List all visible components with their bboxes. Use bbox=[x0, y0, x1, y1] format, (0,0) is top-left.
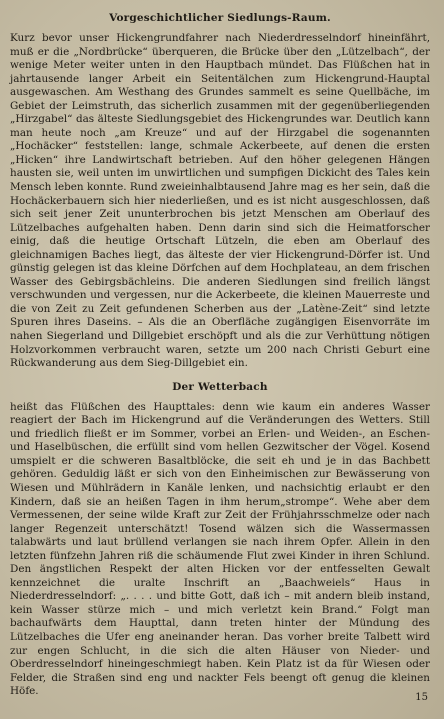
paragraph-siedlungsraum: Kurz bevor unser Hickengrundfahrer nach Niederdresselndorf hineinfährt, muß er die „Nordbrücke“ überqueren, die Brücke über den „Lützelbach“, der wenige Meter weiter unten in den Hauptbach mündet. Das Flüßchen hat in jahrtausende langer Arbeit ein Seitentälchen zum Hickengrund-Hauptal ausgewaschen. Am Westhang des Grundes sammelt es seine Quellbäche, im Gebiet der Leimstruth, das sicherlich zusammen mit der gegenüberliegenden „Hirzgabel“ das älteste Siedlungsgebiet des Hickengrundes war. Deutlich kann man heute noch „am Kreuze“ und auf der Hirzgabel die sogenannten „Hochäcker“ feststellen: lange, schmale Ackerbeete, auf denen die ersten „Hicken“ ihre Landwirtschaft betrieben. Auf den höher gelegenen Hängen hausten sie, weil unten im unwirtlichen und sumpfigen Dickicht des Tales kein Mensch leben konnte. Rund zweieinhalbtausend Jahre mag es her sein, daß die Hochäckerbauern sich hier niederließen, und es ist nicht ausgeschlossen, daß sich seit jener Zeit ununterbrochen bis jetzt Menschen am Oberlauf des Lützelbaches aufgehalten haben. Denn darin sind sich die Heimatforscher einig, daß die heutige Ortschaft Lützeln, die eben am Oberlauf des gleichnamigen Baches liegt, das älteste der vier Hickengrund-Dörfer ist. Und günstig gelegen ist das kleine Dörfchen auf dem Hochplateau, an dem frischen Wasser des Gebirgsbächleins. Die anderen Siedlungen sind freilich längst verschwunden und vergessen, nur die Ackerbeete, die kleinen Mauerreste und die von Zeit zu Zeit gefundenen Scherben aus der „Latène-Zeit“ sind letzte Spuren ihres Daseins. – Als die an Oberfläche zugängigen Eisenvorräte im nahen Siegerland und Dillgebiet erschöpft und als die zur Verhüttung nötigen Holzvorkommen verbraucht waren, setzte um 200 nach Christi Geburt eine Rückwanderung aus dem Sieg-Dillgebiet ein. bbox=[10, 32, 430, 370]
paragraph-wetterbach: heißt das Flüßchen des Haupttales: denn wie kaum ein anderes Wasser reagiert der Bach im Hickengrund auf die Veränderungen des Wetters. Still und friedlich fließt er im Sommer, vorbei an Erlen- und Weiden-, an Eschen- und Haselbüschen, die erfüllt sind vom hellen Gezwitscher der Vögel. Kosend umspielt er die schweren Basaltblöcke, die seit eh und je in das Bachbett gehören. Geduldig läßt er sich von den Einheimischen zur Bewässerung von Wiesen und Mühlrädern in Kanäle lenken, und nachsichtig erlaubt er den Kindern, daß sie an heißen Tagen in ihm herum„strompe“. Wehe aber dem Vermessenen, der seine wilde Kraft zur Zeit der Frühjahrsschmelze oder nach langer Regenzeit unterschätzt! Tosend wälzen sich die Wassermassen talabwärts und laut brüllend verlangen sie nach ihrem Opfer. Allein in den letzten fünfzehn Jahren riß die schäumende Flut zwei Kinder in ihren Schlund. Den ängstlichen Respekt der alten Hicken vor der entfesselten Gewalt kennzeichnet die uralte Inschrift an „Baachweiels“ Haus in Niederdresselndorf: „. . . . und bitte Gott, daß ich – mit andern bleib instand, kein Wasser stürze mich – und mich verletzt kein Brand.“ Folgt man bachaufwärts dem Haupttal, dann treten hinter der Mündung des Lützelbaches die Ufer eng aneinander heran. Das vorher breite Talbett wird zur engen Schlucht, in die sich die alten Häuser von Nieder- und Oberdresselndorf hineingeschmiegt haben. Kein Platz ist da für Wiesen oder Felder, die Straßen sind eng und nackter Fels beengt oft genug die kleinen Höfe. bbox=[10, 400, 430, 698]
page-number: 15 bbox=[415, 692, 428, 703]
section-heading-siedlungsraum: Vorgeschichtlicher Siedlungs-Raum. bbox=[109, 12, 331, 24]
section-heading-wetterbach: Der Wetterbach bbox=[172, 380, 268, 393]
